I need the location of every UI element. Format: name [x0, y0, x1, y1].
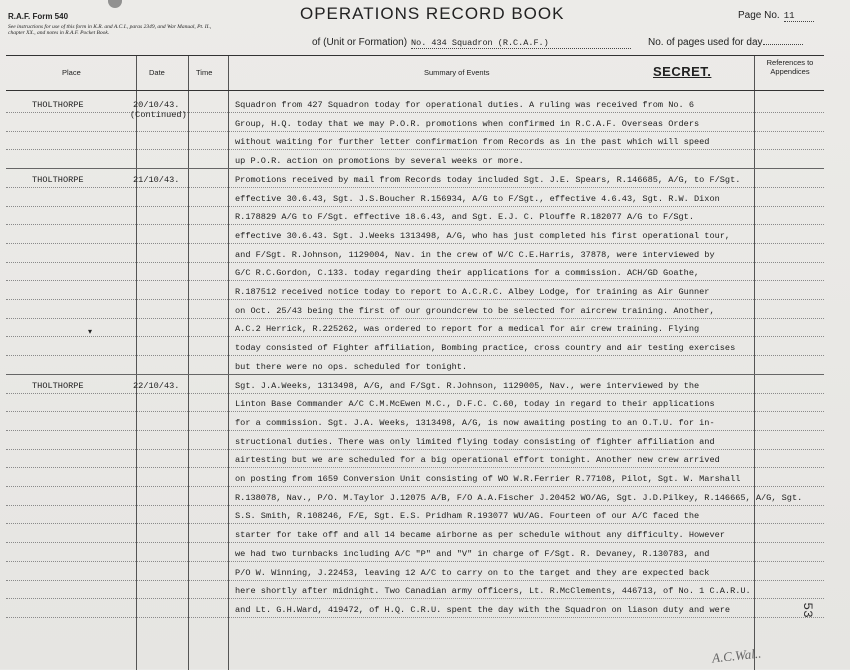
margin-reference: 53 [799, 602, 815, 618]
ruled-line [6, 486, 824, 487]
entry-date-note: (Continued) [130, 110, 187, 120]
ruled-line [6, 280, 824, 281]
ruled-line [6, 224, 824, 225]
ruled-line [6, 206, 824, 207]
summary-line: P/O W. Winning, J.22453, leaving 12 A/C to carry on to the target and they are expected back [235, 567, 710, 578]
ruled-line [6, 580, 824, 581]
ruled-line [6, 523, 824, 524]
ruled-line [6, 561, 824, 562]
entry-date: 21/10/43. [133, 174, 180, 185]
pages-used-label: No. of pages used for day [648, 37, 763, 48]
ruled-line [6, 318, 824, 319]
ruled-line [6, 542, 824, 543]
summary-line: today consisted of Fighter affiliation, Bombing practice, cross country and air testing exercises [235, 343, 736, 354]
entry-divider [6, 374, 824, 375]
summary-line: Squadron from 427 Squadron today for operational duties. A ruling was received from No. 6 [235, 100, 694, 110]
ruled-line [6, 262, 824, 263]
summary-line: and Lt. G.H.Ward, 419472, of H.Q. C.R.U. spent the day with the Squadron on liason duty and were [235, 604, 731, 615]
summary-line: on Oct. 25/43 being the first of our groundcrew to be selected for aircrew training. Another, [235, 305, 715, 316]
ruled-line [6, 467, 824, 468]
summary-line: starter for take off and all 14 became airborne as per schedule without any difficulty. However [235, 530, 725, 541]
summary-line: Group, H.Q. today that we may P.O.R. promotions when confirmed in R.C.A.F. Overseas Orders [235, 118, 700, 129]
punch-hole [108, 0, 122, 8]
summary-line: airtesting but we are scheduled for a big operational effort tonight. Another new crew arrived [235, 455, 720, 466]
summary-line: without waiting for further letter confirmation from Records as in the past which will speed [235, 137, 710, 148]
page-title: OPERATIONS RECORD BOOK [300, 4, 565, 23]
col-divider [136, 56, 137, 670]
entry-place: THOLTHORPE [32, 174, 84, 185]
summary-line: up P.O.R. action on promotions by several weeks or more. [235, 156, 524, 167]
col-divider [228, 56, 229, 670]
summary-line: structional duties. There was only limited flying today consisting of fighter affiliation and [235, 436, 715, 447]
entry-date: 22/10/43. [133, 380, 180, 391]
ruled-line [6, 336, 824, 337]
form-number: R.A.F. Form 540 [8, 12, 69, 21]
margin-tick: ▾ [88, 327, 93, 336]
summary-line: A.C.2 Herrick, R.225262, was ordered to report for a medical for air crew training. Flying [235, 324, 700, 335]
col-divider [188, 56, 189, 670]
unit-field [312, 37, 631, 49]
summary-line: R.178829 A/G to F/Sgt. effective 18.6.43, and Sgt. E.J. C. Plouffe R.182077 A/G to F/Sgt. [235, 212, 694, 223]
ruled-line [6, 112, 824, 113]
header-place: Place [62, 68, 81, 77]
ruled-line [6, 187, 824, 188]
secret-stamp: SECRET. [653, 64, 712, 79]
summary-line: R.138078, Nav., P/O. M.Taylor J.12075 A/B, F/O A.A.Fischer J.20452 WO/AG, Sgt. J.D.Pilkey, R.146665, A/G, Sgt. [235, 492, 803, 503]
summary-line: on posting from 1659 Conversion Unit consisting of WO W.R.Ferrier R.77108, Pilot, Sgt. W. Marshall [235, 474, 741, 484]
summary-line: effective 30.6.43. Sgt. J.Weeks 1313498, A/G, who has just completed his first operational tour, [235, 230, 731, 241]
summary-line: R.187512 received notice today to report to A.C.R.C. Albey Lodge, for training as Air Gunner [235, 287, 710, 297]
header-time: Time [196, 68, 213, 77]
summary-line: we had two turnbacks including A/C "P" and "V" in charge of F/Sgt. R. Devaney, R.130783, and [235, 548, 710, 559]
page-number-field [738, 10, 814, 22]
ruled-line [6, 243, 824, 244]
summary-line: but there were no ops. scheduled for tonight. [235, 361, 468, 372]
unit-label: of (Unit or Formation) [312, 37, 408, 48]
header-summary: Summary of Events [424, 68, 490, 77]
summary-line: and F/Sgt. R.Johnson, 1129004, Nav. in the crew of W/C C.E.Harris, 37878, were interviewed by [235, 249, 715, 260]
ruled-line [6, 617, 824, 618]
signature: A.C.Wal.. [711, 645, 762, 666]
header-references: References to Appendices [766, 58, 814, 76]
entry-place: THOLTHORPE [32, 100, 84, 110]
summary-line: Sgt. J.A.Weeks, 1313498, A/G, and F/Sgt. R.Johnson, 1129005, Nav., were interviewed by the [235, 380, 700, 391]
ruled-line [6, 430, 824, 431]
ruled-line [6, 411, 824, 412]
ruled-line [6, 598, 824, 599]
entry-divider [6, 168, 824, 169]
entry-date: 20/10/43. [133, 100, 180, 110]
summary-line: G/C R.C.Gordon, C.133. today regarding their applications for a commission. ACH/GD Goathe, [235, 268, 700, 279]
page-number-value: 11 [784, 11, 814, 22]
pages-used-value [763, 44, 803, 45]
summary-line: effective 30.6.43, Sgt. J.S.Boucher R.156934, A/G to F/Sgt., effective 4.6.43, Sgt. R.W. Dixon [235, 193, 720, 204]
summary-line: Linton Base Commander A/C C.M.McEwen M.C., D.F.C. C.60, today in regard to their applications [235, 399, 715, 410]
pages-used-field [648, 37, 803, 48]
unit-value: No. 434 Squadron (R.C.A.F.) [411, 38, 631, 49]
summary-line: for a commission. Sgt. J.A. Weeks, 1313498, A/G, is now awaiting posting to an O.T.U. for in- [235, 417, 715, 428]
page-number-label: Page No. [738, 10, 780, 21]
ruled-line [6, 449, 824, 450]
ruled-line [6, 393, 824, 394]
table-header [6, 56, 824, 91]
header-date: Date [149, 68, 165, 77]
ruled-line [6, 131, 824, 132]
ruled-line [6, 355, 824, 356]
ruled-line [6, 149, 824, 150]
record-table [6, 55, 824, 670]
form-instructions: See instructions for use of this form in K.R. and A.C.I., paras 2349, and War Manual, Pt. II., chapter XX., and notes in R.A.F. Pocket Book. [8, 24, 212, 36]
ruled-line [6, 299, 824, 300]
entry-place: THOLTHORPE [32, 380, 84, 391]
summary-line: here shortly after midnight. Two Canadian army officers, Lt. R.McClements, 446713, of No. 1 C.A.R.U. [235, 586, 751, 597]
col-divider [754, 56, 755, 670]
summary-line: Promotions received by mail from Records today included Sgt. J.E. Spears, R.146685, A/G, to F/Sgt. [235, 174, 741, 185]
summary-line: S.S. Smith, R.108246, F/E, Sgt. E.S. Pridham R.193077 WU/AG. Fourteen of our A/C faced the [235, 511, 700, 522]
ruled-line [6, 505, 824, 506]
